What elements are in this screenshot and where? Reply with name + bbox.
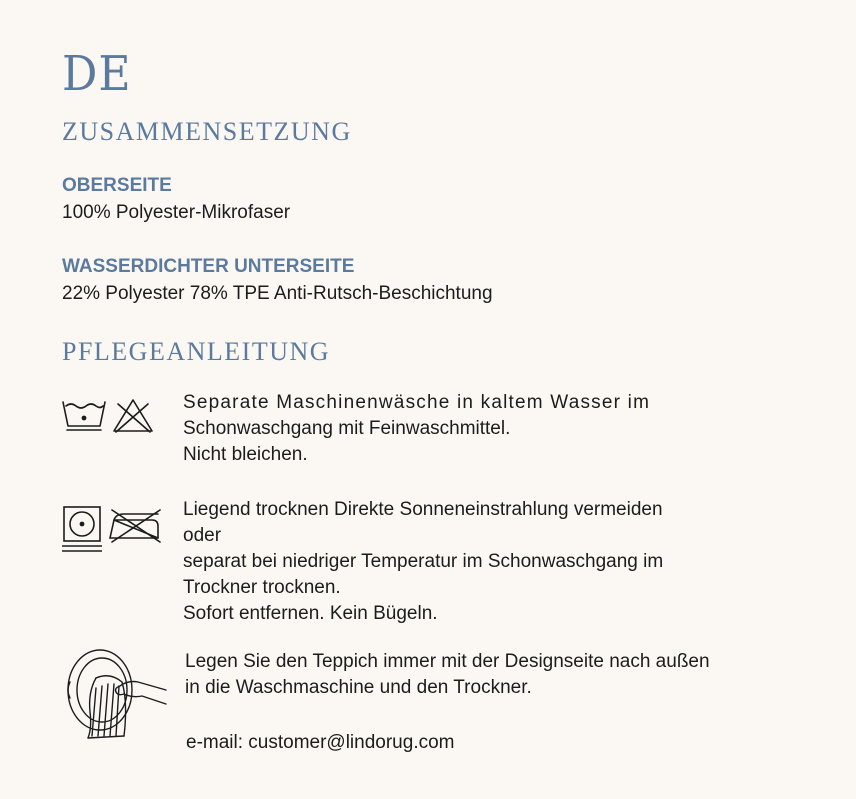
underside-heading: WASSERDICHTER UNTERSEITE — [62, 256, 355, 277]
do-not-iron-icon — [106, 506, 164, 546]
placement-instructions — [185, 649, 710, 701]
washing-machine-rug-icon — [62, 642, 172, 742]
contact-email: e-mail: customer@lindorug.com — [186, 732, 455, 753]
wash-30-gentle-icon — [60, 396, 108, 436]
washing-line: Schonwaschgang mit Feinwaschmittel. — [183, 418, 511, 439]
drying-instructions — [183, 497, 663, 627]
drying-line: Sofort entfernen. Kein Bügeln. — [183, 603, 438, 624]
composition-title: ZUSAMMENSETZUNG — [62, 117, 352, 146]
tumble-dry-low-gentle-icon — [61, 504, 105, 556]
drying-line: Liegend trocknen Direkte Sonneneinstrahlung vermeiden — [183, 499, 663, 520]
top-side-heading: OBERSEITE — [62, 175, 172, 196]
washing-instructions — [183, 390, 650, 468]
drying-line: Trockner trocknen. — [183, 577, 341, 598]
washing-line: Separate Maschinenwäsche in kaltem Wasser im — [183, 392, 651, 413]
placement-line: in die Waschmaschine und den Trockner. — [185, 677, 532, 698]
drying-line: oder — [183, 525, 222, 546]
washing-line: Nicht bleichen. — [183, 444, 308, 465]
placement-line: Legen Sie den Teppich immer mit der Designseite nach außen — [185, 651, 710, 672]
top-side-text: 100% Polyester-Mikrofaser — [62, 202, 291, 223]
underside-text: 22% Polyester 78% TPE Anti-Rutsch-Beschichtung — [62, 283, 493, 304]
do-not-bleach-icon — [110, 396, 156, 436]
care-title: PFLEGEANLEITUNG — [62, 337, 331, 366]
drying-line: separat bei niedriger Temperatur im Schonwaschgang im — [183, 551, 664, 572]
language-heading: DE — [62, 46, 132, 102]
